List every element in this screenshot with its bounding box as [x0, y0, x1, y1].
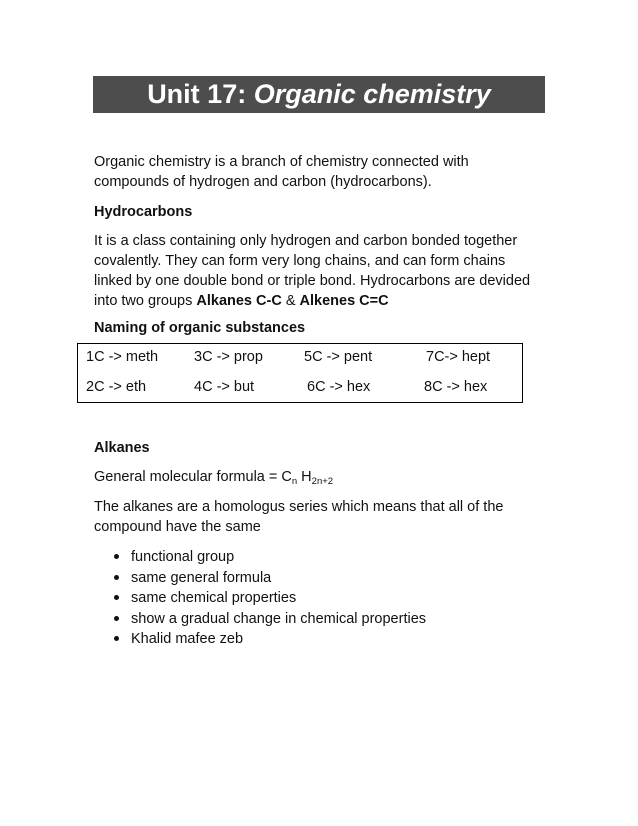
naming-cell: 7C-> hept — [426, 349, 491, 365]
formula-prefix: General molecular formula = C — [94, 469, 292, 485]
hydrocarbons-line-2: covalently. They can form very long chains, and can form chains — [94, 253, 506, 269]
list-item — [94, 547, 426, 568]
hydrocarbons-paragraph — [94, 231, 544, 311]
naming-table — [77, 343, 523, 403]
alkanes-desc-line-2: compound have the same — [94, 519, 261, 535]
bullet-dot — [114, 575, 119, 580]
list-item-text: show a gradual change in chemical properties — [131, 610, 427, 627]
naming-cell: 4C -> but — [194, 379, 255, 395]
list-item — [94, 588, 426, 609]
alkanes-desc-line-1: The alkanes are a homologus series which means that all of the — [94, 499, 504, 515]
intro-line-2: compounds of hydrogen and carbon (hydrocarbons). — [94, 174, 432, 190]
naming-cell: 1C -> meth — [86, 349, 159, 365]
formula-sub-n: n — [291, 476, 298, 487]
alkanes-group: Alkanes C-C — [196, 293, 282, 309]
title-prefix: Unit 17: — [147, 79, 254, 109]
naming-cell: 3C -> prop — [194, 349, 263, 365]
formula-h: H — [297, 469, 312, 485]
list-item-text: Khalid mafee zeb — [131, 631, 244, 647]
naming-heading: Naming of organic substances — [94, 320, 306, 336]
hydrocarbons-line-4: into two groups — [94, 293, 197, 309]
naming-cell: 5C -> pent — [304, 349, 373, 365]
bullet-dot — [114, 595, 119, 600]
alkanes-heading: Alkanes — [94, 440, 150, 456]
ampersand: & — [281, 293, 300, 309]
hydrocarbons-line-1: It is a class containing only hydrogen and carbon bonded together — [94, 233, 518, 249]
bullet-dot — [114, 636, 119, 641]
naming-cell: 8C -> hex — [424, 379, 488, 395]
naming-cell: 6C -> hex — [307, 379, 371, 395]
intro-line-1: Organic chemistry is a branch of chemistry connected with — [94, 154, 469, 170]
properties-list — [94, 547, 426, 650]
list-item-text: same general formula — [131, 569, 272, 586]
list-item-text: same chemical properties — [131, 590, 297, 606]
naming-cell: 2C -> eth — [86, 379, 147, 395]
title-emphasis: Organic chemistry — [253, 79, 491, 109]
page-title — [93, 76, 545, 113]
list-item-text: functional group — [131, 549, 235, 565]
hydrocarbons-line-3: linked by one double bond or triple bond. Hydrocarbons are devided — [94, 273, 531, 289]
formula-sub-2n2: 2n+2 — [311, 476, 334, 487]
intro-paragraph — [94, 152, 544, 192]
formula-line — [94, 467, 544, 492]
list-item — [94, 609, 426, 630]
list-item — [94, 629, 426, 650]
bullet-dot — [114, 554, 119, 559]
alkenes-group: Alkenes C=C — [299, 293, 389, 309]
bullet-dot — [114, 616, 119, 621]
hydrocarbons-heading: Hydrocarbons — [94, 204, 193, 220]
alkanes-description — [94, 497, 544, 537]
list-item — [94, 568, 426, 589]
